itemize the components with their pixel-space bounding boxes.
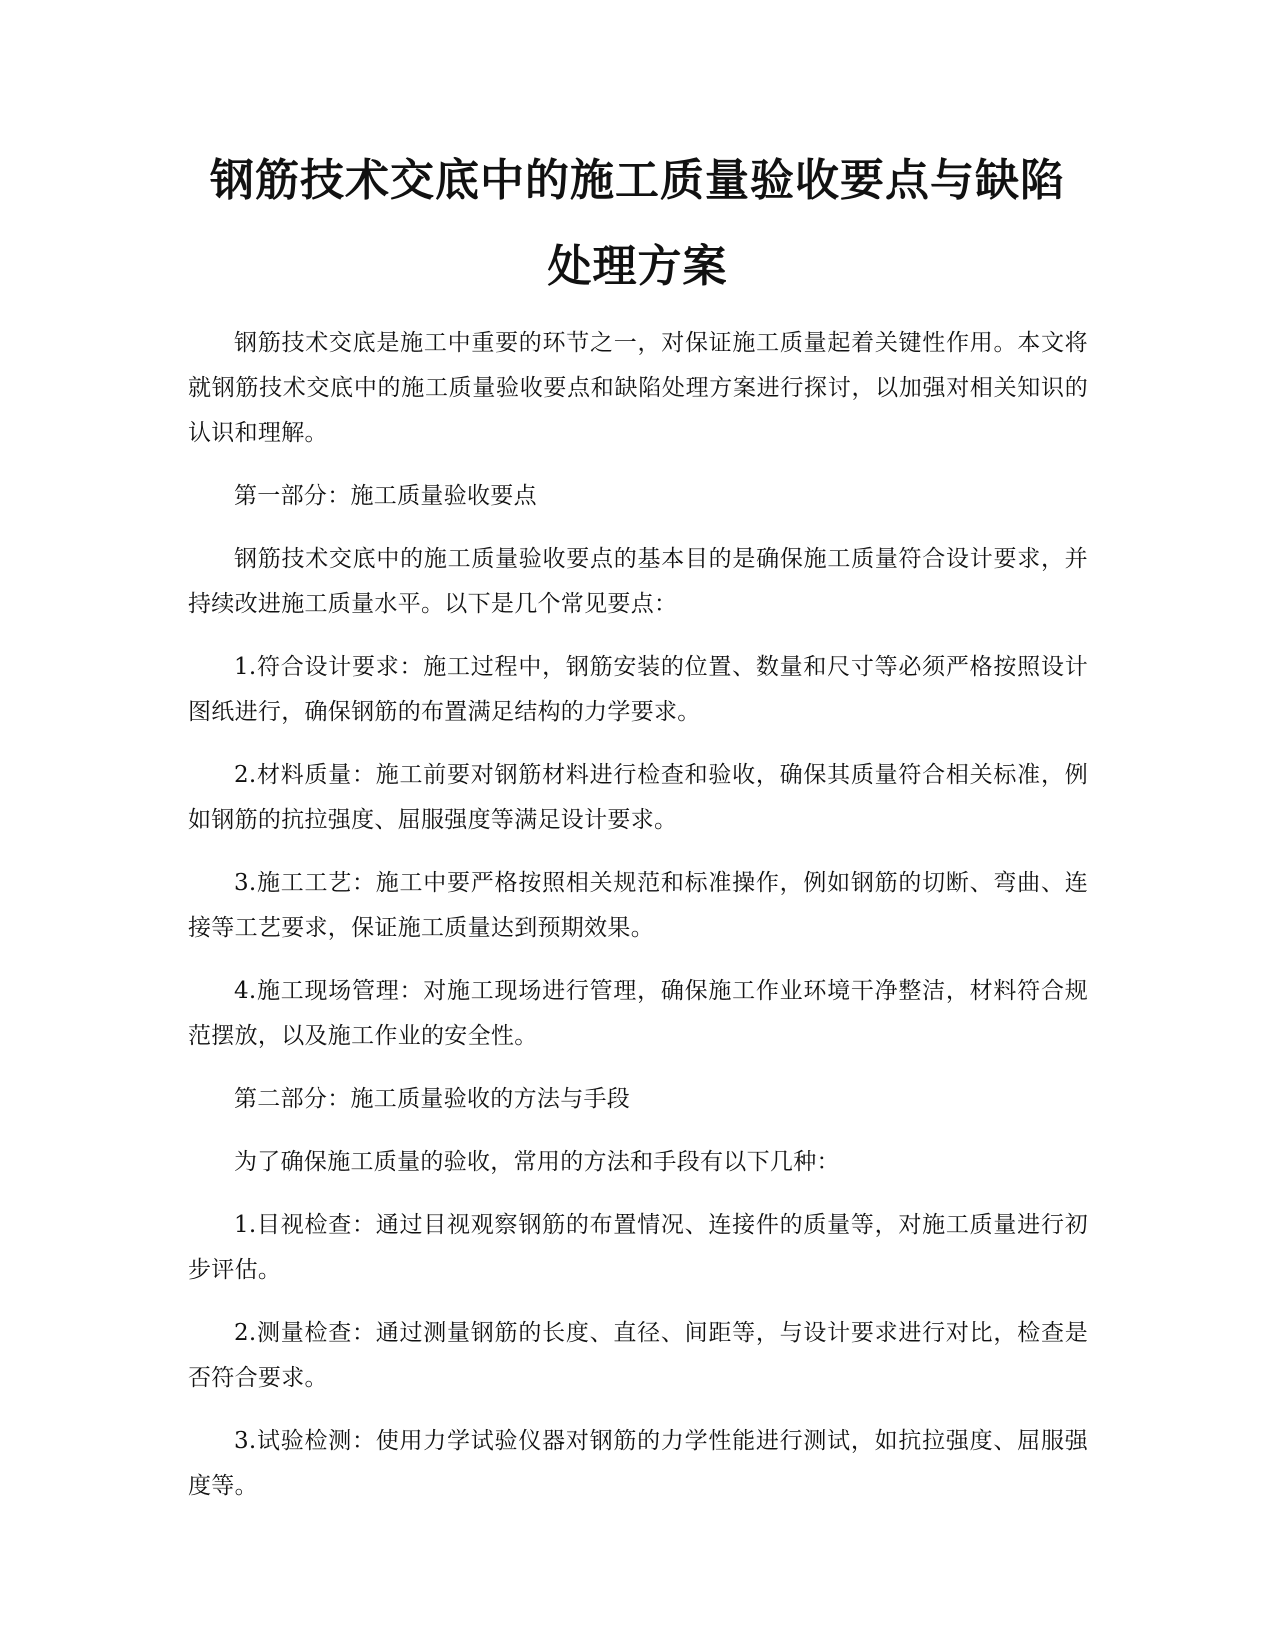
list-item: 3.试验检测：使用力学试验仪器对钢筋的力学性能进行测试，如抗拉强度、屈服强度等。 — [188, 1428, 1088, 1499]
list-item: 3.施工工艺：施工中要严格按照相关规范和标准操作，例如钢筋的切断、弯曲、连接等工艺要求，保证施工质量达到预期效果。 — [188, 870, 1088, 941]
list-item: 1.符合设计要求：施工过程中，钢筋安装的位置、数量和尺寸等必须严格按照设计图纸进行，确保钢筋的布置满足结构的力学要求。 — [188, 654, 1088, 725]
title-line-2: 处理方案 — [547, 241, 728, 292]
section-heading-2: 第二部分：施工质量验收的方法与手段 — [234, 1086, 631, 1112]
list-item: 2.测量检查：通过测量钢筋的长度、直径、间距等，与设计要求进行对比，检查是否符合要求。 — [188, 1320, 1088, 1391]
document-body — [188, 321, 1088, 1527]
intro-paragraph: 钢筋技术交底是施工中重要的环节之一，对保证施工质量起着关键性作用。本文将就钢筋技术交底中的施工质量验收要点和缺陷处理方案进行探讨，以加强对相关知识的认识和理解。 — [188, 330, 1088, 446]
list-item: 2.材料质量：施工前要对钢筋材料进行检查和验收，确保其质量符合相关标准，例如钢筋的抗拉强度、屈服强度等满足设计要求。 — [188, 762, 1088, 833]
section-2-intro: 为了确保施工质量的验收，常用的方法和手段有以下几种： — [234, 1149, 840, 1175]
section-heading-1: 第一部分：施工质量验收要点 — [234, 483, 537, 509]
list-item: 1.目视检查：通过目视观察钢筋的布置情况、连接件的质量等，对施工质量进行初步评估。 — [188, 1212, 1088, 1283]
title-line-1: 钢筋技术交底中的施工质量验收要点与缺陷 — [210, 155, 1065, 206]
list-item: 4.施工现场管理：对施工现场进行管理，确保施工作业环境干净整洁，材料符合规范摆放，以及施工作业的安全性。 — [188, 978, 1088, 1049]
document-title — [170, 138, 1105, 310]
section-1-intro: 钢筋技术交底中的施工质量验收要点的基本目的是确保施工质量符合设计要求，并持续改进施工质量水平。以下是几个常见要点： — [188, 546, 1088, 617]
